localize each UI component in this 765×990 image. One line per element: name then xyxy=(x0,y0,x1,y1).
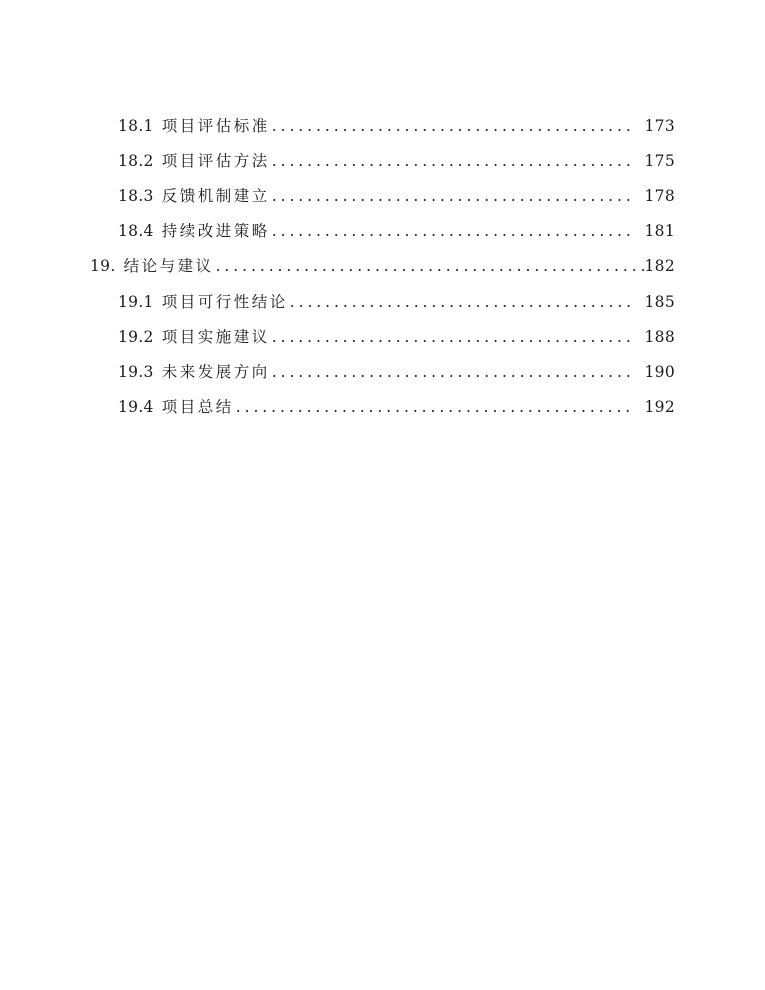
toc-entry-number: 19.4 xyxy=(118,398,154,417)
toc-entry-line xyxy=(118,149,675,171)
toc-entry-line xyxy=(118,114,675,136)
toc-entry-number: 19.1 xyxy=(118,292,154,311)
toc-entry-line xyxy=(118,360,675,382)
toc-entry-19-2[interactable] xyxy=(0,318,765,353)
toc-entry-title: 项目总结 xyxy=(161,398,234,417)
toc-entry-title: 项目评估标准 xyxy=(161,116,270,135)
toc-dot-leader xyxy=(272,222,633,240)
toc-entry-title: 反馈机制建立 xyxy=(161,186,270,205)
toc-entry-title: 结论与建议 xyxy=(123,257,214,276)
toc-dot-leader xyxy=(272,328,633,346)
toc-entry-line xyxy=(118,184,675,206)
toc-dot-leader xyxy=(272,117,633,135)
toc-entry-title: 持续改进策略 xyxy=(161,222,270,241)
toc-entry-page: 192 xyxy=(644,398,675,417)
toc-entry-line xyxy=(118,325,675,347)
toc-entry-page: 175 xyxy=(644,151,675,170)
toc-entry-19-3[interactable] xyxy=(0,353,765,388)
toc-entry-line xyxy=(90,254,675,276)
toc-entry-page: 178 xyxy=(644,186,675,205)
toc-entry-line xyxy=(118,395,675,417)
toc-entry-number: 18.4 xyxy=(118,222,154,241)
toc-entry-19-4[interactable] xyxy=(0,389,765,424)
toc-entry-line xyxy=(118,219,675,241)
toc-entry-18-1[interactable] xyxy=(0,107,765,142)
toc-entry-number: 19.2 xyxy=(118,327,154,346)
toc-entry-page: 185 xyxy=(644,292,675,311)
toc-entry-19[interactable] xyxy=(0,248,765,283)
toc-dot-leader xyxy=(290,293,633,311)
toc-dot-leader xyxy=(272,152,633,170)
toc-entry-18-3[interactable] xyxy=(0,177,765,212)
toc-entry-page: 181 xyxy=(644,222,675,241)
toc-entry-number: 19.3 xyxy=(118,362,154,381)
toc-entry-line xyxy=(118,290,675,312)
toc-entry-title: 未来发展方向 xyxy=(161,362,270,381)
toc-entry-page: 190 xyxy=(644,362,675,381)
toc-entry-number: 18.2 xyxy=(118,151,154,170)
toc-entry-title: 项目实施建议 xyxy=(161,327,270,346)
toc-dot-leader xyxy=(236,398,633,416)
toc-entry-number: 18.1 xyxy=(118,116,154,135)
toc-entry-title: 项目评估方法 xyxy=(161,151,270,170)
toc-entry-number: 18.3 xyxy=(118,186,154,205)
toc-entry-page: 173 xyxy=(644,116,675,135)
toc-dot-leader xyxy=(272,187,633,205)
toc-entry-19-1[interactable] xyxy=(0,283,765,318)
toc-dot-leader xyxy=(216,257,645,275)
toc-entry-number: 19. xyxy=(90,257,116,276)
toc-entry-title: 项目可行性结论 xyxy=(161,292,288,311)
table-of-contents xyxy=(0,107,765,424)
toc-dot-leader xyxy=(272,363,633,381)
toc-entry-page: 182 xyxy=(644,257,675,276)
toc-entry-18-2[interactable] xyxy=(0,142,765,177)
toc-entry-page: 188 xyxy=(644,327,675,346)
toc-entry-18-4[interactable] xyxy=(0,213,765,248)
